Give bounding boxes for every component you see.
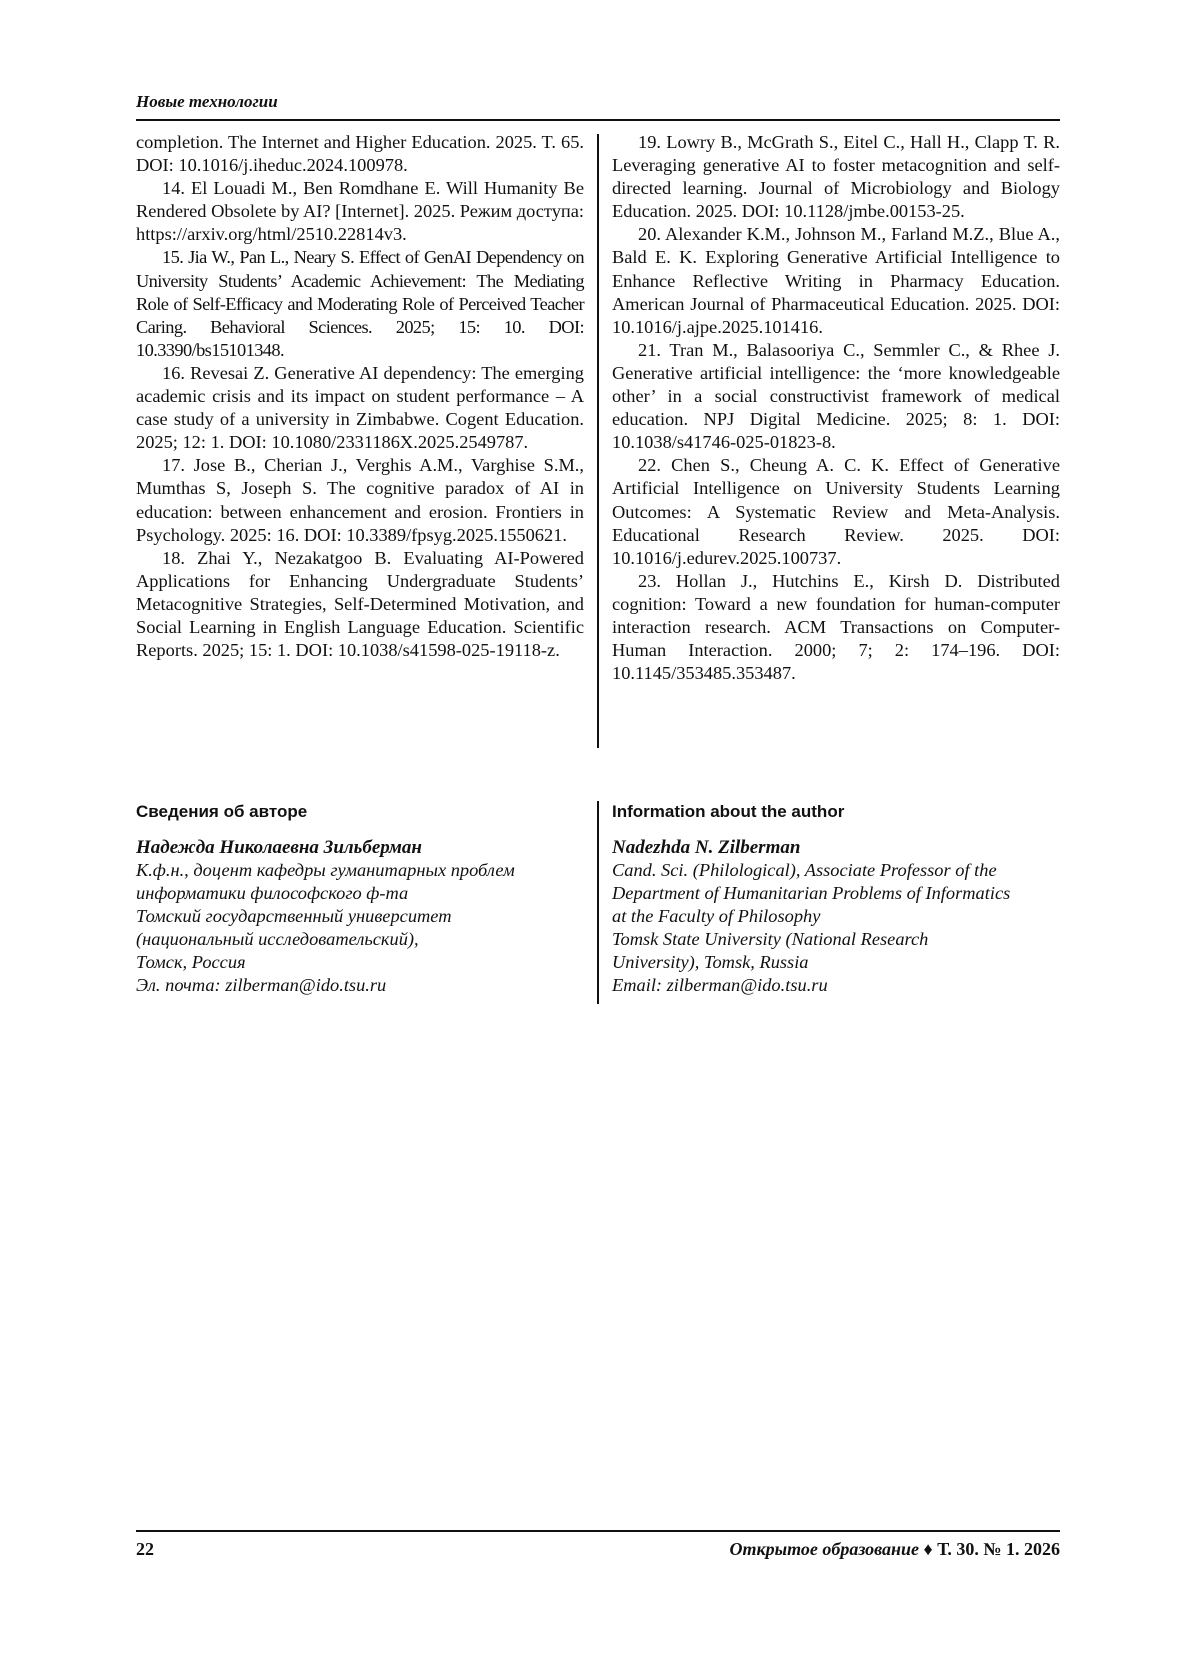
header-rule — [136, 119, 1060, 121]
author-email-ru: Эл. почта: zilberman@ido.tsu.ru — [136, 975, 387, 995]
reference-item: 22. Chen S., Cheung A. C. K. Effect of Generative Artificial Intelligence on University Students Learning Outcomes: A Systematic Review and Meta-Analysis. Educational Research Review. 2025. DOI: 10.1016/j.edurev.2025.100737. — [612, 455, 1060, 568]
author-affiliation-line: К.ф.н., доцент кафедры гуманитарных проблем — [136, 860, 515, 880]
reference-item: 18. Zhai Y., Nezakatgoo B. Evaluating AI-Powered Applications for Enhancing Undergraduate Students’ Metacognitive Strategies, Self-Determined Motivation, and Social Learning in English Language Education. Scientific Reports. 2025; 15: 1. DOI: 10.1038/s41598-025-19118-z. — [136, 547, 584, 661]
author-info-ru — [136, 802, 586, 997]
footer-rule — [136, 1530, 1060, 1532]
column-separator — [597, 801, 599, 1004]
diamond-separator: ♦ — [923, 1539, 933, 1559]
reference-item: 19. Lowry B., McGrath S., Eitel C., Hall H., Clapp T. R. Leveraging generative AI to foster metacognition and self-directed learning. Journal of Microbiology and Biology Education. 2025. DOI: 10.1128/jmbe.00153-25. — [612, 132, 1060, 222]
page-number: 22 — [136, 1539, 154, 1559]
author-affiliation-line: Cand. Sci. (Philological), Associate Professor of the — [612, 860, 997, 880]
author-affiliation-line: at the Faculty of Philosophy — [612, 906, 821, 926]
reference-item: 23. Hollan J., Hutchins E., Kirsh D. Distributed cognition: Toward a new foundation for human-computer interaction research. ACM Transactions on Computer-Human Interaction. 2000; 7; 2: 174–196. DOI: 10.1145/353485.353487. — [612, 570, 1060, 684]
author-info-en — [612, 802, 1062, 997]
author-name-ru: Надежда Николаевна Зильберман — [136, 837, 422, 858]
journal-issue: Т. 30. № 1. 2026 — [937, 1539, 1060, 1559]
reference-item: 14. El Louadi M., Ben Romdhane E. Will Humanity Be Rendered Obsolete by AI? [Internet]. 2025. Режим доступа: https://arxiv.org/html/2510.22814v3. — [136, 178, 584, 245]
author-heading-en: Information about the author — [612, 802, 845, 821]
reference-item: 21. Tran M., Balasooriya C., Semmler C., & Rhee J. Generative artificial intelligence: the ‘more knowledgeable other’ in a social constructivist framework of medical education. NPJ Digital Medicine. 2025; 8: 1. DOI: 10.1038/s41746-025-01823-8. — [612, 339, 1060, 453]
reference-item: completion. The Internet and Higher Education. 2025. T. 65. DOI: 10.1016/j.iheduc.2024.100978. — [136, 132, 584, 176]
author-name-en: Nadezhda N. Zilberman — [612, 837, 801, 858]
reference-item: 15. Jia W., Pan L., Neary S. Effect of GenAI Dependency on University Students’ Academic Achievement: The Mediating Role of Self-Efficacy and Moderating Role of Perceived Teacher Caring. Behavioral Sciences. 2025; 15: 10. DOI: 10.3390/bs15101348. — [136, 247, 584, 360]
references-left-column — [136, 131, 584, 662]
reference-item: 17. Jose B., Cherian J., Verghis A.M., Varghise S.M., Mumthas S, Joseph S. The cognitive paradox of AI in education: between enhancement and erosion. Frontiers in Psychology. 2025: 16. DOI: 10.3389/fpsyg.2025.1550621. — [136, 455, 584, 545]
author-affiliation-line: Tomsk State University (National Research — [612, 929, 929, 949]
reference-item: 16. Revesai Z. Generative AI dependency: The emerging academic crisis and its impact on student performance – A case study of a university in Zimbabwe. Cogent Education. 2025; 12: 1. DOI: 10.1080/2331186X.2025.2549787. — [136, 362, 584, 453]
column-separator — [597, 134, 599, 748]
author-affiliation-line: Томский государственный университет — [136, 906, 452, 926]
author-affiliation-line: Department of Humanitarian Problems of Informatics — [612, 883, 1011, 903]
author-email-en: Email: zilberman@ido.tsu.ru — [612, 975, 828, 995]
author-affiliation-line: University), Tomsk, Russia — [612, 952, 809, 972]
journal-name: Открытое образование — [729, 1539, 920, 1559]
author-affiliation-line: Томск, Россия — [136, 952, 246, 972]
author-affiliation-line: информатики философского ф-та — [136, 883, 409, 903]
author-heading-ru: Сведения об авторе — [136, 802, 308, 821]
references-right-column — [612, 131, 1060, 685]
running-head: Новые технологии — [136, 92, 278, 111]
journal-citation — [729, 1539, 1060, 1560]
reference-item: 20. Alexander K.M., Johnson M., Farland M.Z., Blue A., Bald E. K. Exploring Generative Artificial Intelligence to Enhance Reflective Writing in Pharmacy Education. American Journal of Pharmaceutical Education. 2025. DOI: 10.1016/j.ajpe.2025.101416. — [612, 224, 1060, 337]
author-affiliation-line: (национальный исследовательский), — [136, 929, 419, 949]
